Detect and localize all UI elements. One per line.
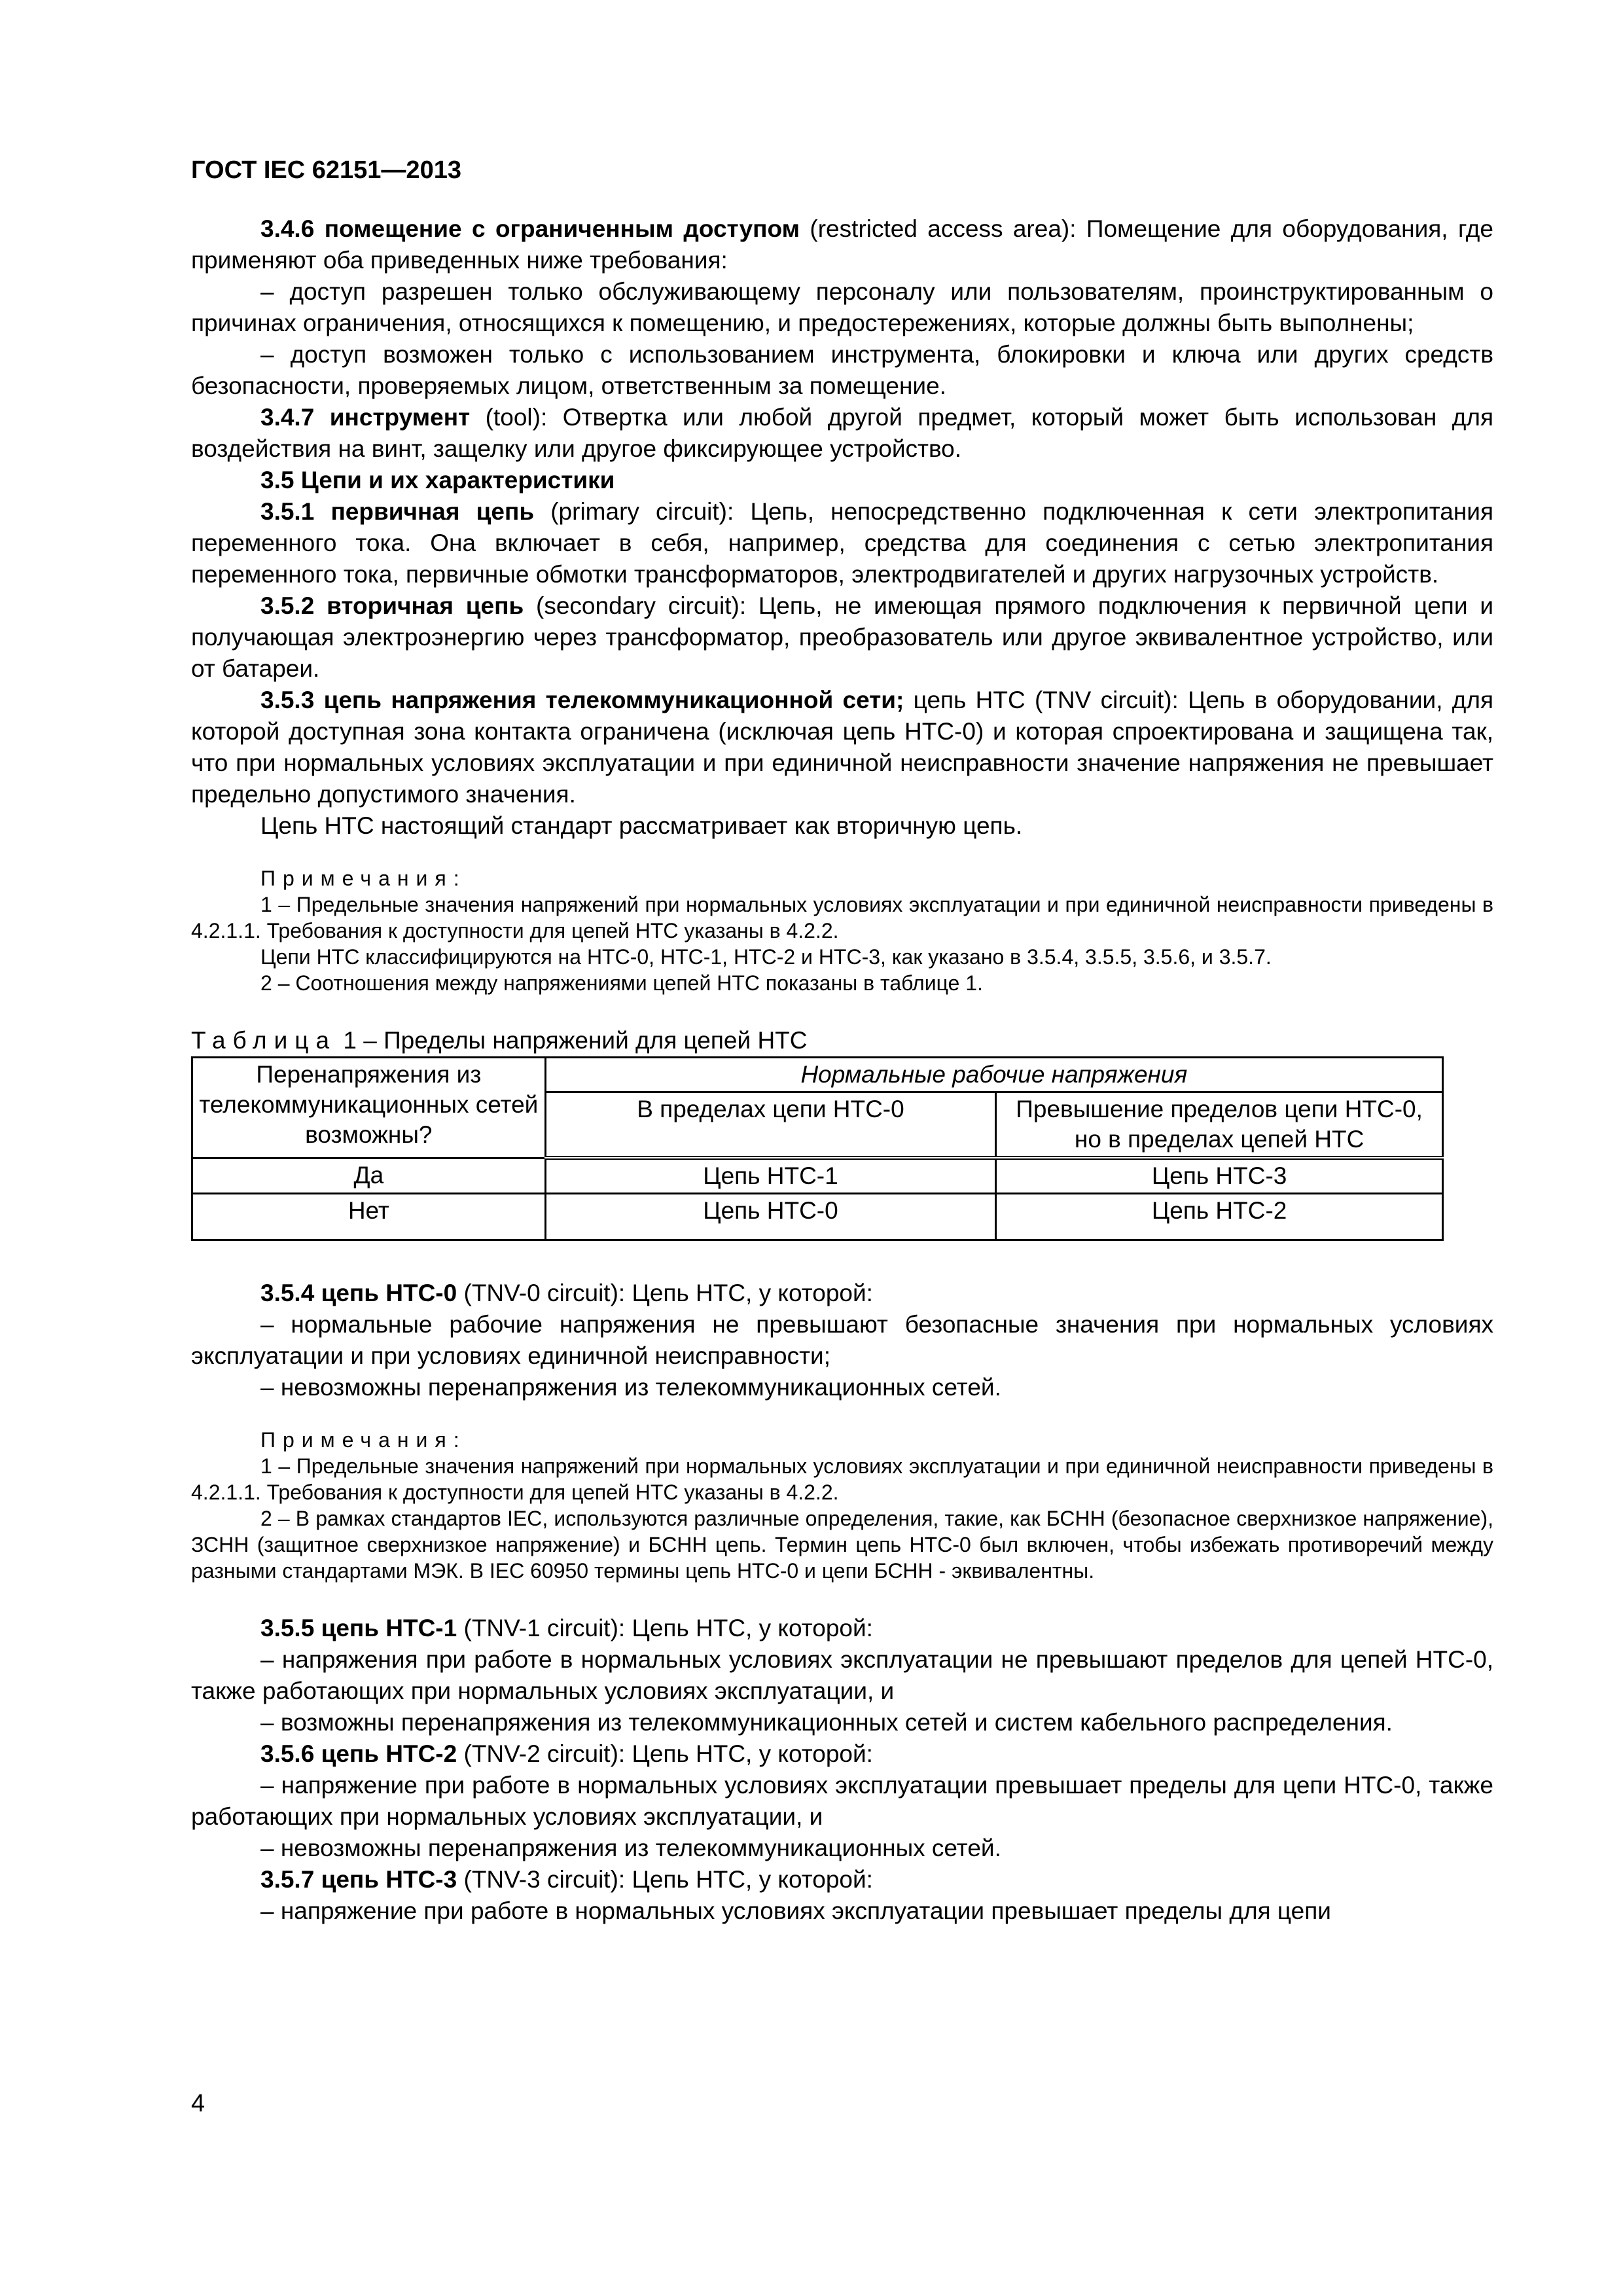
list-item: – невозможны перенапряжения из телекоммуникационных сетей.	[260, 1374, 1001, 1401]
list-item: – доступ разрешен только обслуживающему персоналу или пользователям, проинструктированным о причинах ограничения, относящихся к помещению, и предостережениях, которые должны быть выполнены;	[191, 278, 1493, 336]
table-caption	[191, 1025, 1493, 1056]
term: 3.4.6 помещение с ограниченным доступом	[260, 215, 800, 242]
list-item: – доступ возможен только с использованием инструмента, блокировки и ключа или других средств безопасности, проверяемых лицом, ответственным за помещение.	[191, 341, 1493, 399]
note-item: 1 – Предельные значения напряжений при нормальных условиях эксплуатации и при единичной неисправности приведены в 4.2.1.1. Требования к доступности для цепей НТС указаны в 4.2.2.	[191, 893, 1493, 942]
table-row	[192, 1194, 1443, 1240]
note-item: 2 – В рамках стандартов IEC, используются различные определения, такие, как БСНН (безопасное сверхнизкое напряжение), ЗСНН (защитное сверхнизкое напряжение) и БСНН цепь. Термин цепь НТС-0 был включен, чтобы избежать противоречий между разными стандартами МЭК. В IEC 60950 термины цепь НТС-0 и цепи БСНН - эквивалентны.	[191, 1507, 1493, 1583]
notes-title: Примечания:	[260, 867, 467, 890]
table-cell: Цепь НТС-2	[996, 1194, 1443, 1240]
document-body	[191, 213, 1493, 1927]
term: 3.4.7 инструмент	[260, 404, 471, 431]
note-item: 1 – Предельные значения напряжений при нормальных условиях эксплуатации и при единичной неисправности приведены в 4.2.1.1. Требования к доступности для цепей НТС указаны в 4.2.2.	[191, 1454, 1493, 1504]
header-cell: Превышение пределов цепи НТС-0, но в пределах цепей НТС	[996, 1092, 1443, 1158]
term: 3.5.2 вторичная цепь	[260, 592, 524, 619]
list-item: – напряжения при работе в нормальных условиях эксплуатации не превышают пределов для цепей НТС-0, также работающих при нормальных условиях эксплуатации, и	[191, 1646, 1493, 1704]
table-cell: Цепь НТС-3	[996, 1158, 1443, 1194]
section-heading-3-5	[191, 465, 1493, 496]
definition-text: (tool): Отвертка или любой другой предмет, который может быть использован для воздействия на винт, защелку или другое фиксирующее устройство.	[191, 404, 1493, 462]
voltage-limits-table	[191, 1056, 1444, 1241]
list-item: – нормальные рабочие напряжения не превышают безопасные значения при нормальных условиях эксплуатации и при условиях единичной неисправности;	[191, 1311, 1493, 1369]
term: 3.5.1 первичная цепь	[260, 498, 535, 525]
definition-text: (TNV-1 circuit): Цепь НТС, у которой:	[457, 1615, 873, 1641]
definition-3-5-3	[191, 685, 1493, 810]
definition-text: (restricted access area): Помещение для оборудования, где применяют оба приведенных ниже требования:	[191, 215, 1493, 274]
definition-text: цепь НТС (TNV circuit): Цепь в оборудовании, для которой доступная зона контакта ограничена (исключая цепь НТС-0) и которая спроектирована и защищена так, что при нормальных условиях эксплуатации и при единичной неисправности значение напряжения не превышает предельно допустимого значения.	[191, 687, 1493, 808]
note-item: 2 – Соотношения между напряжениями цепей НТС показаны в таблице 1.	[260, 971, 983, 995]
paragraph: Цепь НТС настоящий стандарт рассматривает как вторичную цепь.	[260, 812, 1023, 839]
table-cell: Нет	[192, 1194, 546, 1240]
definition-text: (TNV-2 circuit): Цепь НТС, у которой:	[457, 1740, 873, 1767]
list-item: – возможны перенапряжения из телекоммуникационных сетей и систем кабельного распределения.	[260, 1709, 1393, 1736]
definition-text: (secondary circuit): Цепь, не имеющая прямого подключения к первичной цепи и получающая электроэнергию через трансформатор, преобразователь или другое эквивалентное устройство, или от батареи.	[191, 592, 1493, 682]
term: 3.5.6 цепь НТС-2	[260, 1740, 457, 1767]
table-row	[192, 1158, 1443, 1194]
definition-3-5-5	[191, 1613, 1493, 1644]
list-item: – невозможны перенапряжения из телекоммуникационных сетей.	[260, 1835, 1001, 1861]
notes-block-2	[191, 1427, 1493, 1584]
term: 3.5.3 цепь напряжения телекоммуникационной сети;	[260, 687, 904, 713]
heading-text: 3.5 Цепи и их характеристики	[260, 467, 615, 493]
term: 3.5.4 цепь НТС-0	[260, 1280, 457, 1306]
definition-text: (TNV-3 circuit): Цепь НТС, у которой:	[457, 1866, 873, 1893]
table-cell: Цепь НТС-1	[545, 1158, 996, 1194]
definition-3-5-4	[191, 1278, 1493, 1309]
note-item: Цепи НТС классифицируются на НТС-0, НТС-1, НТС-2 и НТС-3, как указано в 3.5.4, 3.5.5, 3.5.6, и 3.5.7.	[260, 945, 1272, 969]
page-number: 4	[191, 2090, 205, 2117]
definition-3-5-2	[191, 590, 1493, 685]
table-caption-text: 1 – Пределы напряжений для цепей НТС	[336, 1027, 808, 1054]
table-cell: Да	[192, 1158, 546, 1194]
header-cell: В пределах цепи НТС-0	[545, 1092, 996, 1158]
header-cell: Перенапряжения из телекоммуникационных сетей возможны?	[192, 1058, 546, 1158]
definition-3-5-1	[191, 496, 1493, 590]
table-cell: Цепь НТС-0	[545, 1194, 996, 1240]
header-cell: Нормальные рабочие напряжения	[545, 1058, 1442, 1092]
definition-text: (primary circuit): Цепь, непосредственно подключенная к сети электропитания переменного тока. Она включает в себя, например, средства для соединения с сетью электропитания переменного тока, первичные обмотки трансформаторов, электродвигателей и других нагрузочных устройств.	[191, 498, 1493, 588]
notes-block-1	[191, 865, 1493, 996]
list-item: – напряжение при работе в нормальных условиях эксплуатации превышает пределы для цепи НТС-0, также работающих при нормальных условиях эксплуатации, и	[191, 1772, 1493, 1830]
definition-3-4-7	[191, 402, 1493, 465]
list-item: – напряжение при работе в нормальных условиях эксплуатации превышает пределы для цепи	[260, 1897, 1331, 1924]
table-caption-word: Таблица	[191, 1027, 337, 1054]
notes-title: Примечания:	[260, 1428, 467, 1452]
table-header-row	[192, 1058, 1443, 1092]
definition-text: (TNV-0 circuit): Цепь НТС, у которой:	[457, 1280, 873, 1306]
definition-3-4-6	[191, 213, 1493, 276]
term: 3.5.5 цепь НТС-1	[260, 1615, 457, 1641]
term: 3.5.7 цепь НТС-3	[260, 1866, 457, 1893]
definition-3-5-7	[191, 1864, 1493, 1895]
document-header: ГОСТ IEC 62151—2013	[191, 156, 461, 184]
definition-3-5-6	[191, 1738, 1493, 1770]
